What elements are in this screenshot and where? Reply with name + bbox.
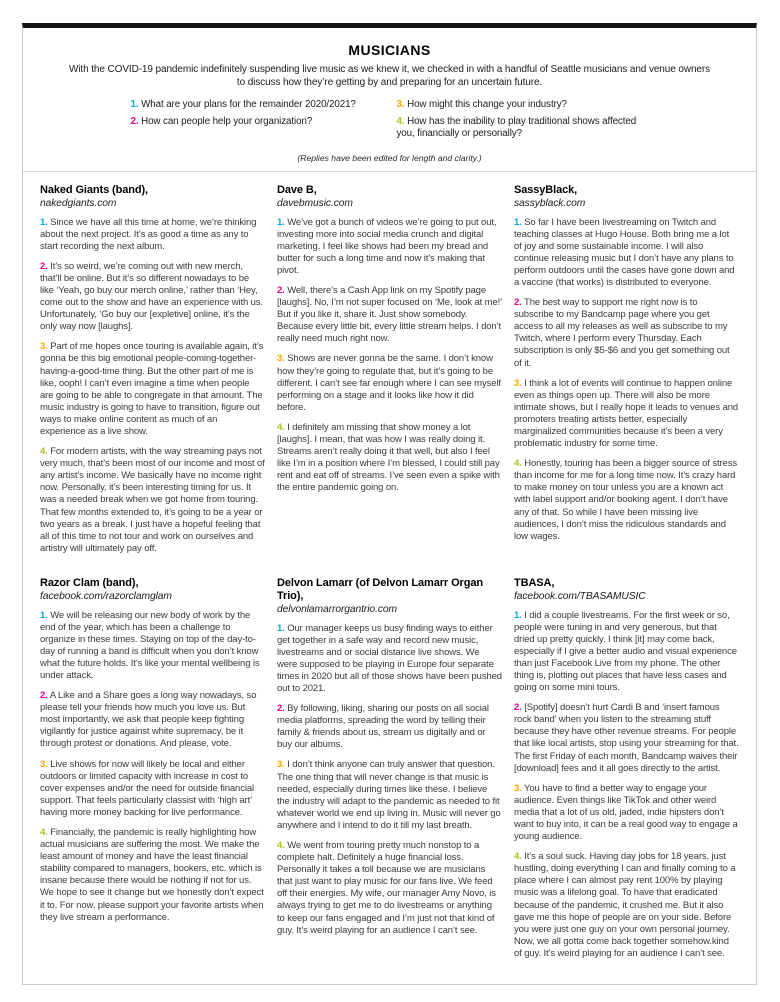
article-header xyxy=(40,42,739,163)
answer-paragraph xyxy=(40,827,265,924)
answer-text: It’s a soul suck. Having day jobs for 18 years, just hustling, doing everything I can and finally coming to a place where I can almost pay rent 100% by playing music was a lifelong goal. To have that eradicated because of the pandemic, it crushed me. But it also gave me this hope of people are on your side. Before you were just one guy on your own personal journey. Now, we all gotta come back together somehow.kind of guy. It’s weird playing for an audience I can’t see. xyxy=(514,851,736,959)
answer-number: 2. xyxy=(277,284,285,296)
answer-number: 4. xyxy=(40,827,48,838)
answer-text: Financially, the pandemic is really highlighting how actual musicians are suffering the most. We make the least amount of money and have the least financial stability compared to managers, bookers, etc. which is insane because there would be nothing if not for us. We hope to see it change but we honestly don’t expect it to. For now, please support your favorite artists when they live stream a performance. xyxy=(40,827,264,923)
answer-text: Live shows for now will likely be local and either outdoors or limited capacity with increase in cost to cover expenses and/or the need for outside financial support. That feels particularly classist with ‘high art’ having more money backing for live performance. xyxy=(40,758,254,818)
interview-section-sassyblack xyxy=(514,184,739,577)
questions-col-right xyxy=(397,99,649,145)
answer-number: 1. xyxy=(514,609,522,621)
answer-paragraph xyxy=(277,353,502,413)
answer-text: I don’t think anyone can truly answer that question. The one thing that will never change is that music is needed, especially during times like these. I believe the industry will adapt to the pandemic as needed to fit whatever world we end up living in. Music will never go anywhere and I intend to do it till my last breath. xyxy=(277,759,501,831)
answer-text: Since we have all this time at home, we’re thinking about the next project. It’s as good a time as any to start recording the next album. xyxy=(40,216,257,252)
page-frame xyxy=(22,23,757,985)
answer-number: 3. xyxy=(40,758,48,770)
answer-paragraph xyxy=(277,623,502,696)
question-item xyxy=(131,99,383,112)
answer-paragraph xyxy=(40,759,265,819)
answer-number: 1. xyxy=(40,609,48,621)
answer-paragraph xyxy=(277,759,502,832)
answer-number: 1. xyxy=(514,216,522,228)
artist-name: Delvon Lamarr (of Delvon Lamarr Organ Trio), xyxy=(277,576,483,602)
answer-number: 3. xyxy=(40,341,48,353)
interview-section-razor-clam xyxy=(40,577,265,969)
artist-name: SassyBlack, xyxy=(514,183,578,196)
question-text: What are your plans for the remainder 2020/2021? xyxy=(141,99,356,110)
interview-grid xyxy=(40,172,739,969)
answer-number: 3. xyxy=(277,353,285,365)
answer-number: 1. xyxy=(277,622,285,634)
question-number: 3. xyxy=(396,99,405,110)
artist-url: sassyblack.com xyxy=(514,197,586,209)
page-title: MUSICIANS xyxy=(348,42,431,58)
questions-col-left xyxy=(131,99,383,145)
question-number: 2. xyxy=(130,115,139,127)
answer-text: I did a couple livestreams. For the first week or so, people were tuning in and very generous, but that dried up pretty quickly. I think [it] may come back, especially if I give a better audio and visual experience than just Facebook Live from my phone. The other thing is, plotting out places that have less cases and going on some mini tours. xyxy=(514,609,737,694)
answer-text: A Like and a Share goes a long way nowadays, so please tell your friends how much you love us. But most importantly, we ask that people keep fighting vigilantly for justice against white supremacy, be it through protest or donations. And please, vote. xyxy=(40,690,257,750)
artist-name: TBASA, xyxy=(514,576,555,589)
question-text: How might this change your industry? xyxy=(407,99,567,110)
answer-paragraph xyxy=(514,851,739,960)
answer-text: For modern artists, with the way streaming pays not very much, that’s been most of our income and most of any artist’s income. We basically have no income right now. Personally, it’s been interesting timing for us. It was a needed break when we got home from touring. That few months extended to, it’s going to be a year or two years as a break. I just have a hopeful feeling that all of this time to not tour and work on ourselves and artistry will ultimately pay off. xyxy=(40,446,265,554)
interview-section-tbasa xyxy=(514,577,739,969)
answer-text: Honestly, touring has been a bigger source of stress than income for me for a long time now. It’s crazy hard to make money on tour unless you are a known act with label support and/or booking agent. I don’t have any of that. So while I have been missing live audiences, I don’t miss the ridiculous standards and low wages. xyxy=(514,458,737,542)
answer-number: 3. xyxy=(514,782,522,794)
question-text: How can people help your organization? xyxy=(141,115,313,127)
replies-note: (Replies have been edited for length and clarity.) xyxy=(297,152,482,163)
answer-paragraph xyxy=(514,702,739,775)
answer-paragraph xyxy=(277,840,502,937)
artist-url: davebmusic.com xyxy=(277,197,353,209)
answer-paragraph xyxy=(514,783,739,843)
question-text: How has the inability to play traditional shows affected you, financially or personally? xyxy=(396,115,637,139)
answer-paragraph xyxy=(40,217,265,253)
question-number: 4. xyxy=(396,115,405,127)
artist-name: Razor Clam (band), xyxy=(40,576,139,589)
interview-section-delvon-lamarr xyxy=(277,577,502,969)
artist-url: delvonlamarrorgantrio.com xyxy=(277,603,397,615)
answer-text: By following, liking, sharing our posts on all social media platforms, spreading the word by telling their family & friends about us, stream us digitally and or buy our albums. xyxy=(277,703,489,751)
answer-paragraph xyxy=(514,378,739,451)
answer-number: 1. xyxy=(277,216,285,228)
answer-number: 2. xyxy=(40,690,48,702)
answer-text: Shows are never gonna be the same. I don’t know how they’re going to regulate that, but it’s going to be different. I can’t see far enough where I can see myself performing on a stage and it looks like how it did before. xyxy=(277,353,501,413)
answer-number: 4. xyxy=(514,458,522,470)
answer-text: We’ve got a bunch of videos we’re going to put out, investing more into social media crunch and digital marketing. I feel like shows had been my bread and butter for such a long time and now it’s making that pivot. xyxy=(277,216,497,276)
answer-text: You have to find a better way to engage your audience. Even things like TikTok and other weird media that a lot of us old, jaded, indie hipsters don’t want to buy into, it can be a real good way to engage a young audience. xyxy=(514,782,738,843)
question-number: 1. xyxy=(130,99,139,110)
question-item xyxy=(397,99,649,112)
question-item xyxy=(397,116,649,141)
answer-number: 2. xyxy=(514,297,522,309)
interview-section-dave-b xyxy=(277,184,502,577)
artist-name: Dave B, xyxy=(277,183,317,196)
answer-paragraph xyxy=(514,458,739,543)
answer-paragraph xyxy=(514,217,739,290)
answer-text: I definitely am missing that show money a lot [laughs]. I mean, that was how I was really doing it. Streams aren’t really doing it that well, but also I feel like I’m in a position where I’m blessed, I could still pay rent and eat off of streams. I’ve seen even a spike with the entire pandemic going on. xyxy=(277,421,500,494)
answer-number: 3. xyxy=(514,377,522,389)
answer-paragraph xyxy=(277,285,502,345)
answer-text: The best way to support me right now is to subscribe to my Bandcamp page where you get access to all my releases as well as subscribe to my Twitch, where I perform every Thursday. Each subscription is only $5-$6 and you get something out of it. xyxy=(514,297,730,369)
questions-block xyxy=(40,99,739,145)
answer-number: 2. xyxy=(40,260,48,272)
answer-number: 4. xyxy=(514,851,522,863)
answer-number: 1. xyxy=(40,216,48,228)
interview-section-naked-giants xyxy=(40,184,265,577)
answer-number: 2. xyxy=(277,703,285,715)
answer-paragraph xyxy=(514,610,739,695)
answer-text: Our manager keeps us busy finding ways to either get together in a safe way and record new music, livestreams and or social distance live shows. We were supposed to be playing in Europe four separate times in 2020 but all of those shows have been pushed out to 2021. xyxy=(277,622,502,694)
answer-paragraph xyxy=(40,341,265,438)
answer-number: 2. xyxy=(514,702,522,714)
answer-text: [Spotify] doesn’t hurt Cardi B and ‘insert famous rock band’ when you listen to the streaming stuff because they have other revenue streams. For people that like local artists, stop using your streaming for that. The first Friday of each month, Bandcamp waives their [download] fees and it all goes directly to the artist. xyxy=(514,702,739,774)
answer-text: Part of me hopes once touring is available again, it’s gonna be this big emotional people-coming-together-having-a-good-time thing. But the other part of me is like, ooph! I can’t even imagine a time when people are going to be able to congregate in that amount. The music industry is going to have to transition, figure out ways to make online content as much of an experience as a live show. xyxy=(40,341,264,437)
answer-paragraph xyxy=(514,297,739,370)
answer-text: Well, there’s a Cash App link on my Spotify page [laughs]. No, I’m not super focused on ‘Me, look at me!’ But if you like it, share it. Just show somebody. Because every little bit, every little stream helps. I don’t really need much right now. xyxy=(277,284,502,345)
answer-paragraph xyxy=(40,446,265,555)
artist-url: facebook.com/TBASAMUSIC xyxy=(514,590,646,602)
answer-text: So far I have been livestreaming on Twitch and teaching classes at Hugo House. Both bring me a lot of joy and some sustainable income. I will also continue releasing music but I don’t have any plans to perform outdoors until the cases have gone down and a vaccine (that works) is distributed to everyone. xyxy=(514,216,735,288)
answer-paragraph xyxy=(277,703,502,751)
artist-name: Naked Giants (band), xyxy=(40,183,149,196)
answer-number: 4. xyxy=(40,446,48,458)
answer-number: 4. xyxy=(277,840,285,851)
answer-text: We will be releasing our new body of work by the end of the year, which has been a challenge to organize in these times. Staying on top of the day-to-day of running a band is difficult when you don’t know what the future holds. It’s like your mental wellbeing is under attack. xyxy=(40,609,260,681)
answer-number: 3. xyxy=(277,759,285,771)
answer-paragraph xyxy=(40,690,265,750)
artist-url: nakedgiants.com xyxy=(40,197,117,209)
answer-number: 4. xyxy=(277,421,285,433)
question-item xyxy=(131,116,383,129)
answer-paragraph xyxy=(40,610,265,683)
answer-text: I think a lot of events will continue to happen online even as things open up. There will also be more intimate shows, but I really hope it leads to venues and promoters treating artists better, especially marginalized communities because it’s been a very problematic industry for some time. xyxy=(514,377,739,450)
intro-text: With the COVID-19 pandemic indefinitely suspending live music as we knew it, we checked in with a handful of Seattle musicians and venue owners to discuss how they’re getting by and preparing for an uncertain future. xyxy=(68,64,711,88)
artist-url: facebook.com/razorclamglam xyxy=(40,590,172,602)
answer-text: We went from touring pretty much nonstop to a complete halt. Definitely a huge financial loss. Personally it takes a toll because we are musicians that just want to play music for our fans live. We feed off their energies. My wife, our manager Amy Novo, is always trying to get me to do livestreams or anything to keep our fans engaged and I’m just not that kind of guy. It’s weird playing for an audience I can’t see. xyxy=(277,840,496,936)
answer-text: It’s so weird, we’re coming out with new merch, that’ll be online. But it’s so different nowadays to be like ‘Yeah, go buy our merch online,’ rather than ‘Hey, come out to the show and have an experience with us. Unfortunately, ‘Go buy our [expletive] online, it’s the only way now [laughs]. xyxy=(40,260,263,333)
answer-paragraph xyxy=(40,261,265,334)
answer-paragraph xyxy=(277,422,502,495)
answer-paragraph xyxy=(277,217,502,277)
